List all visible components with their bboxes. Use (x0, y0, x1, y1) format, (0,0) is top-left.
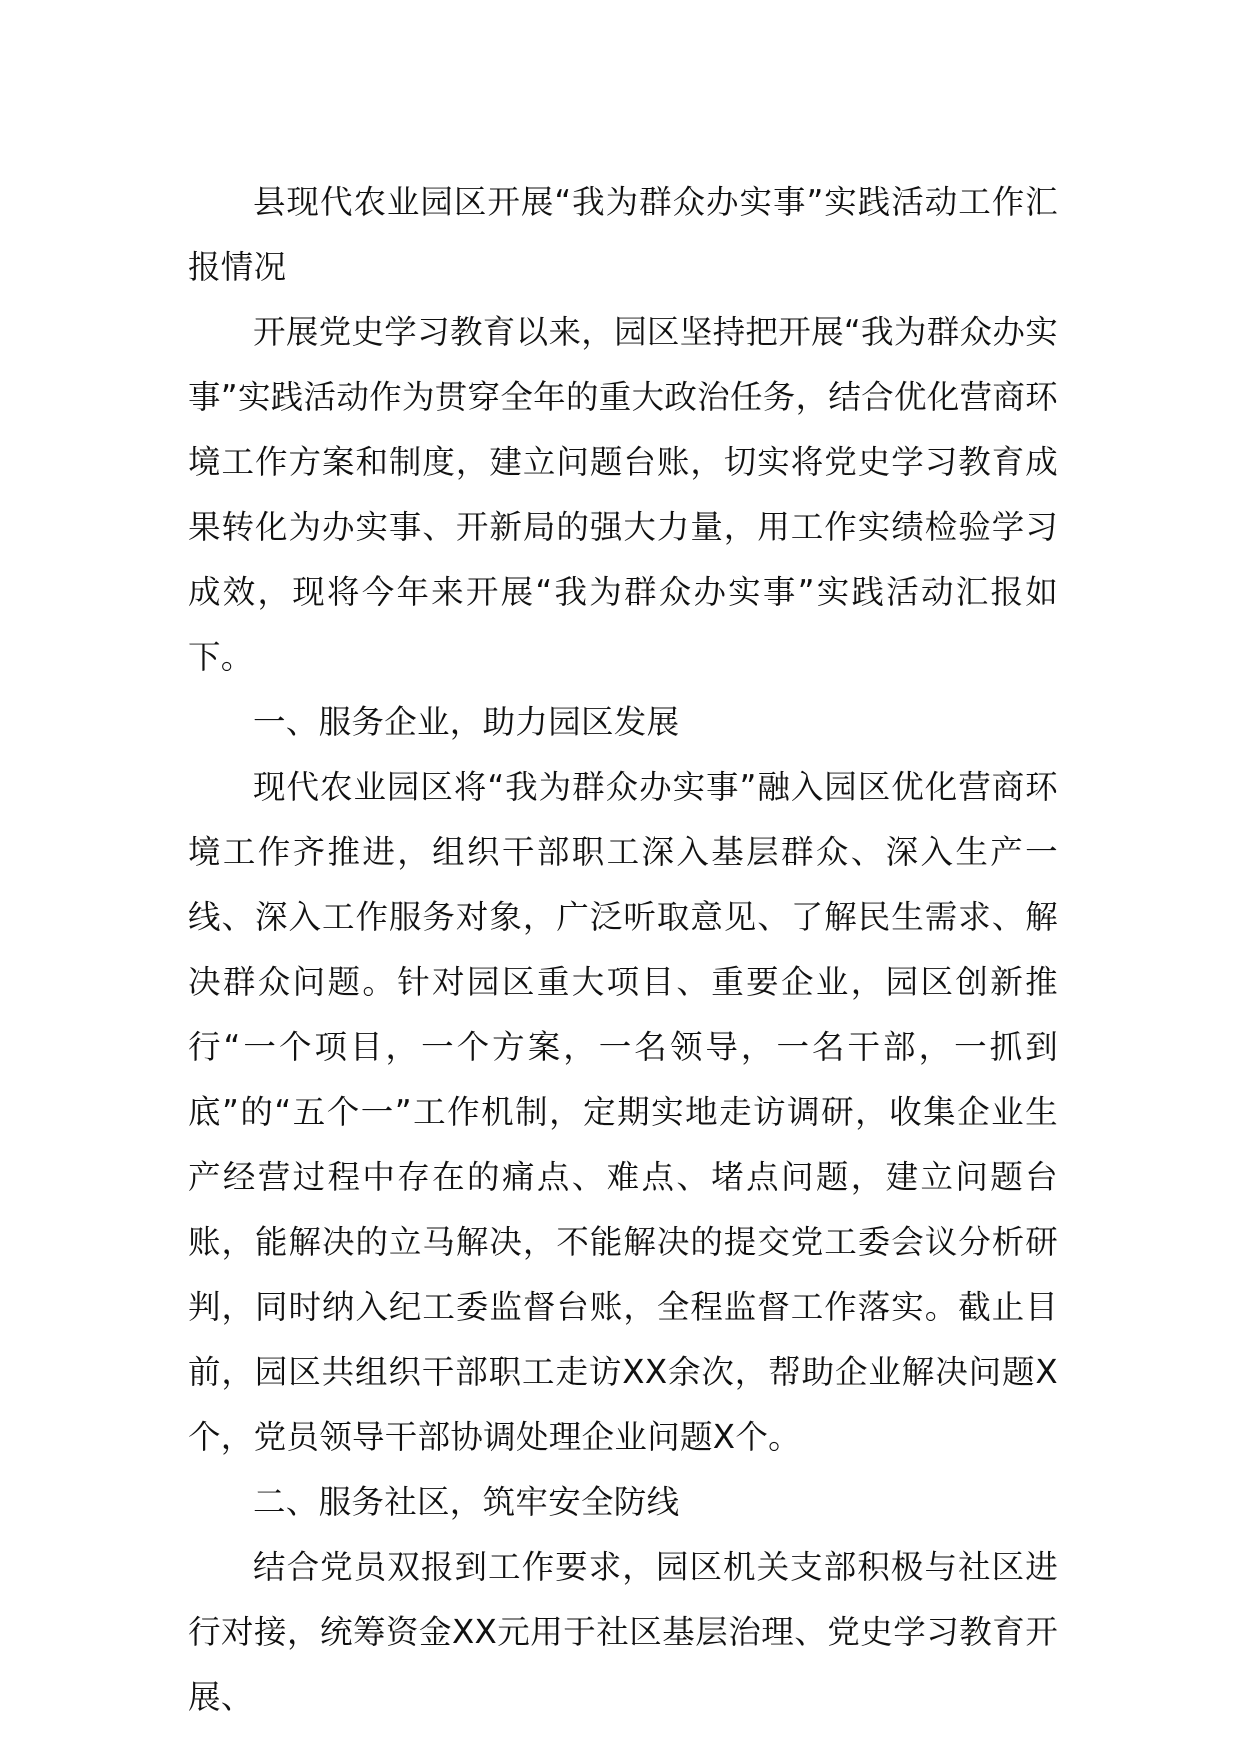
section-heading-1: 一、服务企业，助力园区发展 (253, 703, 680, 741)
section-heading-2: 二、服务社区，筑牢安全防线 (253, 1483, 680, 1521)
section-paragraph-1: 现代农业园区将“我为群众办实事”融入园区优化营商环境工作齐推进，组织干部职工深入基层群众、深入生产一线、深入工作服务对象，广泛听取意见、了解民生需求、解决群众问题。针对园区重大项目、重要企业，园区创新推行“一个项目，一个方案，一名领导，一名干部，一抓到底”的“五个一”工作机制，定期实地走访调研，收集企业生产经营过程中存在的痛点、难点、堵点问题，建立问题台账，能解决的立马解决，不能解决的提交党工委会议分析研判，同时纳入纪工委监督台账，全程监督工作落实。截止目前，园区共组织干部职工走访XX余次，帮助企业解决问题X个，党员领导干部协调处理企业问题X个。 (188, 768, 1058, 1456)
document-title: 县现代农业园区开展“我为群众办实事”实践活动工作汇报情况 (188, 183, 1058, 286)
intro-paragraph: 开展党史学习教育以来，园区坚持把开展“我为群众办实事”实践活动作为贯穿全年的重大政治任务，结合优化营商环境工作方案和制度，建立问题台账，切实将党史学习教育成果转化为办实事、开新局的强大力量，用工作实绩检验学习成效，现将今年来开展“我为群众办实事”实践活动汇报如下。 (188, 313, 1058, 676)
document-body (188, 170, 1058, 1730)
section-paragraph-2: 结合党员双报到工作要求，园区机关支部积极与社区进行对接，统筹资金XX元用于社区基层治理、党史学习教育开展、 (188, 1548, 1058, 1716)
